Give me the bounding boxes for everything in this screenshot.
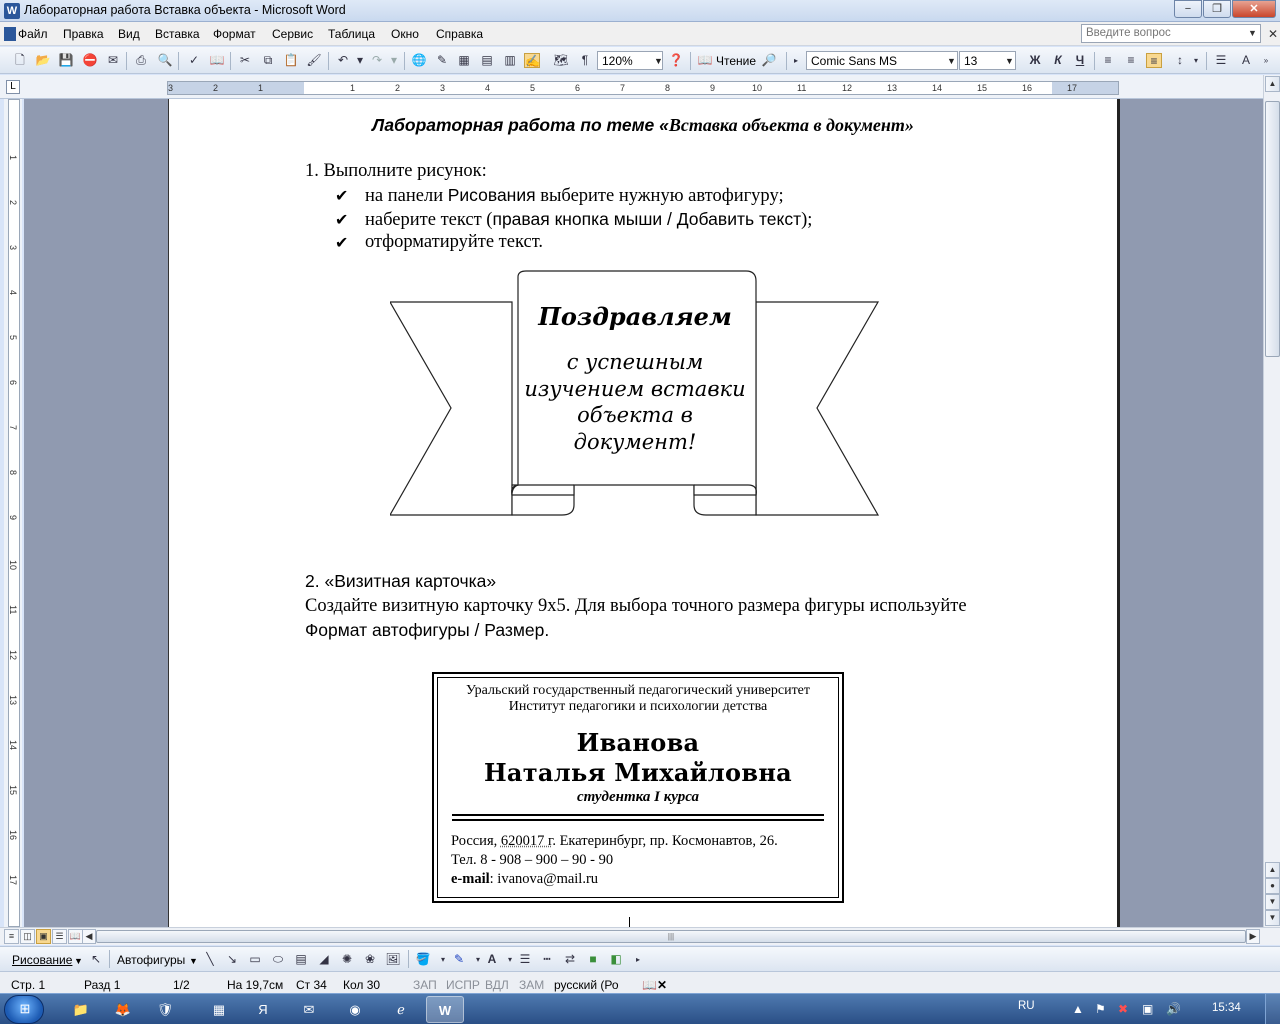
line-color-icon[interactable]: ✎ [453,952,465,966]
menu-format[interactable]: Формат [213,27,256,41]
bold-button[interactable]: Ж [1029,53,1041,67]
autoshapes-menu-button[interactable]: Автофигуры [117,953,186,967]
drawing-options-icon[interactable]: ▸ [635,955,640,964]
scroll-right-button[interactable]: ▶ [1246,929,1260,944]
status-bar [0,971,1280,993]
font-color-icon[interactable]: A [487,952,497,966]
card-email [451,871,598,888]
numbering-icon[interactable]: ☰ [1215,53,1227,67]
windows-logo-icon: ⊞ [19,1001,31,1016]
print-layout-button[interactable]: ▣ [36,929,51,944]
explorer-taskbar-icon[interactable]: 📁 [72,1002,90,1017]
line-tool-icon[interactable]: ╲ [206,952,214,966]
card-email-label: e-mail [451,871,490,887]
check-icon: ✔ [335,188,349,205]
card-addr-post: . Екатеринбург, пр. Космонавтов, 26. [552,833,778,849]
reading-layout-icon[interactable]: 🔎 [761,53,777,67]
fill-color-icon[interactable]: 🪣 [415,952,431,966]
clipart-tool-icon[interactable]: ❀ [364,952,376,966]
redo-dropdown-icon[interactable]: ▾ [390,53,398,67]
clock[interactable]: 15:34 [1212,1002,1241,1014]
wordart-tool-icon[interactable]: ◢ [319,952,329,966]
document-map-icon[interactable]: 🗺 [553,53,569,67]
status-page: Стр. 1 [11,978,46,992]
toolbar-separator [178,52,179,70]
toolbar-separator [109,950,110,968]
card-role: студентка I курса [576,789,700,805]
maximize-button[interactable]: ❐ [1203,0,1231,18]
status-section: Разд 1 [84,978,121,992]
ruler-number: 7 [620,83,626,93]
ruler-number: 5 [530,83,536,93]
network-icon[interactable]: ▣ [1142,1002,1154,1016]
minimize-button[interactable]: − [1174,0,1202,18]
open-folder-icon[interactable]: 📂 [35,53,51,67]
ruler-number: 11 [797,83,807,93]
vruler-number: 10 [8,560,18,571]
bullet-sans-text: правая кнопка мыши / Добавить текст [492,209,802,229]
redo-icon[interactable]: ↷ [371,53,383,67]
ruler-number: 10 [752,83,763,93]
horizontal-scrollbar[interactable] [0,927,1280,945]
line-spacing-dropdown-icon[interactable]: ▾ [1193,56,1198,65]
menu-insert[interactable]: Вставка [155,27,200,41]
print-preview-icon[interactable]: 🔍 [157,53,173,67]
ruler-number: 3 [168,83,174,93]
ruler-number: 4 [485,83,491,93]
ruler-number: 9 [710,83,716,93]
volume-icon[interactable]: 🔊 [1166,1002,1181,1016]
toolbar-separator [1206,52,1207,70]
status-overtype[interactable]: ЗАМ [519,978,545,992]
toolbar-separator [1094,52,1095,70]
status-language[interactable]: русский (Ро [554,978,619,992]
vruler-number: 11 [8,605,18,615]
heading-tail: Вставка объекта в документ» [668,115,914,135]
toolbar-separator [786,52,787,70]
ruler-number: 13 [887,83,898,93]
ruler-number: 6 [575,83,581,93]
shadow-style-icon[interactable]: ■ [589,952,597,966]
input-language-indicator[interactable]: RU [1018,1000,1035,1012]
tray-up-arrow-icon[interactable]: ▲ [1072,1002,1084,1016]
toolbar-more-icon[interactable]: » [1263,56,1269,65]
vertical-ruler[interactable] [4,99,22,927]
drawing-toggle-icon[interactable]: ✍ [525,54,540,68]
ribbon-text [513,349,757,455]
format-painter-icon[interactable]: 🖌 [306,53,322,67]
ruler-number: 8 [665,83,671,93]
task2-format: Формат автофигуры / Размер. [305,620,550,640]
undo-icon[interactable]: ↶ [337,53,349,67]
bullet-text: наберите текст ( [365,210,493,230]
arrow-style-icon[interactable]: ⇄ [564,952,576,966]
document-area[interactable] [24,99,1264,927]
line-style-icon[interactable]: ☰ [519,952,531,966]
yandex-taskbar-icon[interactable]: Я [258,1002,268,1017]
dash-style-icon[interactable]: ┅ [543,952,551,966]
vertical-scroll-thumb[interactable] [1265,101,1280,357]
justify-icon[interactable]: ≡ [1146,53,1162,68]
diagram-tool-icon[interactable]: ✺ [341,952,353,966]
start-button[interactable] [4,995,44,1024]
font-name-combo[interactable]: Comic Sans MS [806,51,958,70]
menu-table[interactable]: Таблица [328,27,376,41]
status-line: Ст 34 [296,978,327,992]
card-addr-zip: 620017 г [500,833,553,849]
menu-view[interactable]: Вид [118,27,140,41]
web-view-button[interactable]: ◫ [20,929,35,944]
scroll-down-button[interactable]: ▼ [1265,910,1280,926]
print-icon[interactable]: ⎙ [136,53,146,67]
ruler-number: 15 [977,83,988,93]
permission-icon[interactable]: ⛔ [82,53,98,67]
align-left-icon[interactable]: ≡ [1104,53,1112,67]
vruler-number: 5 [8,335,18,341]
app-taskbar-icon[interactable]: 🛡 [156,1002,174,1017]
font-size-dropdown-icon[interactable]: ▼ [1005,56,1014,66]
card-name: Наталья Михайловна [483,758,793,787]
scroll-down-page-button[interactable]: ▼ [1265,894,1280,910]
toolbar-separator [404,52,405,70]
bullet-item [365,209,812,231]
word-app-icon[interactable]: W [4,3,20,19]
arrow-tool-icon[interactable]: ↘ [226,952,238,966]
help-icon[interactable]: ❓ [668,53,684,67]
card-addr-pre: Россия, [451,833,501,849]
card-email-value: : ivanova@mail.ru [489,871,599,887]
status-record[interactable]: ЗАП [413,978,437,992]
vruler-number: 4 [8,290,18,296]
flag-icon[interactable]: ⚑ [1095,1002,1106,1016]
ruler-number: 12 [842,83,853,93]
task1-title: 1. Выполните рисунок: [305,161,487,181]
card-org2: Институт педагогики и психологии детства [508,699,768,714]
insert-table-icon[interactable]: ▦ [458,53,470,67]
picture-tool-icon[interactable]: 🖼 [385,952,401,966]
check-icon: ✔ [335,235,349,252]
text-cursor [629,917,630,927]
vruler-number: 7 [8,425,18,431]
scroll-up-button[interactable]: ▲ [1265,76,1280,92]
document-page[interactable] [168,99,1120,927]
menu-help[interactable]: Справка [436,27,484,41]
vruler-number: 9 [8,515,18,521]
drawing-menu-button[interactable]: Рисование [12,953,73,967]
business-card[interactable] [432,672,844,903]
close-button[interactable]: ✕ [1232,0,1276,18]
task2-text: Создайте визитную карточку 9х5. Для выбора точного размера фигуры используйте [305,596,967,616]
ruler-number: 17 [1067,83,1078,93]
toolbar-separator [690,52,691,70]
reading-mode-button[interactable]: Чтение [716,54,757,68]
card-org1: Уральский государственный педагогический университет [465,683,811,698]
line-spacing-icon[interactable]: ↕ [1177,53,1183,67]
hyperlink-icon[interactable]: 🌐 [411,53,427,67]
heading-main: Лабораторная работа по теме « [372,115,669,135]
new-document-icon[interactable]: 🗋 [15,53,25,67]
ask-dropdown-icon[interactable]: ▼ [1248,28,1257,38]
menu-file[interactable]: Файл [18,27,48,41]
insert-excel-icon[interactable]: ▤ [481,53,493,67]
font-dropdown-icon[interactable]: ▼ [947,56,956,66]
ruler-number: 16 [1022,83,1033,93]
menu-edit[interactable]: Правка [63,27,104,41]
show-formatting-icon[interactable]: ¶ [581,53,589,67]
font-color-icon[interactable]: A [1241,53,1250,67]
vruler-number: 14 [8,740,18,751]
status-position: На 19,7см [227,978,284,992]
underline-button[interactable]: Ч [1075,53,1085,67]
ruler-number: 1 [350,83,356,93]
menu-tools[interactable]: Сервис [272,27,314,41]
cut-icon[interactable]: ✂ [239,53,251,67]
vruler-number: 8 [8,470,18,476]
status-pages: 1/2 [173,978,190,992]
vertical-scrollbar[interactable] [1263,75,1280,927]
research-icon[interactable]: 📖 [209,53,225,67]
document-icon[interactable] [4,27,16,41]
ruler-number: 1 [258,83,264,93]
word-taskbar-icon[interactable]: W [426,996,464,1023]
chrome-taskbar-icon[interactable]: ◉ [349,1002,361,1017]
rectangle-tool-icon[interactable]: ▭ [249,952,261,966]
status-column: Кол 30 [343,978,381,992]
tables-borders-icon[interactable]: ✎ [436,53,448,67]
antivirus-icon[interactable]: ✖ [1118,1002,1129,1016]
3d-style-icon[interactable]: ◧ [610,952,622,966]
copy-icon[interactable]: ⧉ [263,53,273,67]
vruler-number: 3 [8,245,18,251]
italic-button[interactable]: К [1054,53,1062,67]
ruler-number: 14 [932,83,943,93]
card-phone: Тел. 8 - 908 – 900 – 90 - 90 [451,852,614,868]
calculator-taskbar-icon[interactable]: ▦ [212,1002,226,1017]
vruler-number: 16 [8,830,18,841]
spelling-icon[interactable]: ✓ [188,53,200,67]
vruler-number: 12 [8,650,18,661]
firefox-taskbar-icon[interactable]: 🦊 [114,1002,132,1017]
ribbon-line: с успешным [566,350,704,374]
bullet-text: выберите нужную автофигуру; [535,186,784,206]
undo-dropdown-icon[interactable]: ▾ [356,53,364,67]
normal-view-button[interactable]: ≡ [4,929,19,944]
horizontal-scroll-thumb[interactable]: ||| [96,930,1246,943]
paste-icon[interactable]: 📋 [283,53,299,67]
taskbar [0,993,1280,1024]
title-bar [0,0,1280,22]
toolbar-options-icon[interactable]: ▸ [793,56,798,65]
bullet-sans-text: Рисования [447,185,536,205]
bullet-text: отформатируйте текст. [365,232,544,252]
font-color-dropdown-icon[interactable]: ▾ [507,955,512,964]
save-icon[interactable]: 💾 [58,53,74,67]
zoom-dropdown-icon[interactable]: ▼ [654,56,663,66]
tab-selector[interactable]: L [6,80,20,94]
drawing-toolbar [0,946,1280,971]
toolbar-separator [408,950,409,968]
mail-taskbar-icon[interactable]: ✉ [303,1002,315,1017]
ruler-number: 3 [440,83,446,93]
scroll-left-button[interactable]: ◀ [82,929,96,944]
vruler-number: 1 [8,155,18,161]
status-extend[interactable]: ВДЛ [485,978,509,992]
right-margin-area [1052,82,1118,94]
scroll-up-page-button[interactable]: ▲ [1265,862,1280,878]
vruler-number: 13 [8,695,18,706]
ask-question-input[interactable]: Введите вопрос [1081,24,1261,43]
ribbon-line: объекта в [577,403,693,427]
spelling-status-icon[interactable]: 📖✕ [642,978,667,992]
vertical-ruler-strip [8,99,20,927]
vruler-number: 15 [8,785,18,796]
status-track-changes[interactable]: ИСПР [446,978,480,992]
horizontal-ruler[interactable] [167,81,1119,95]
document-heading [169,115,1117,136]
check-icon: ✔ [335,212,349,229]
select-browse-object-button[interactable]: ● [1265,878,1280,894]
reading-mode-icon[interactable]: 📖 [697,53,713,67]
oval-tool-icon[interactable]: ⬭ [272,952,284,966]
email-icon[interactable]: ✉ [107,53,119,67]
drawing-dropdown-icon[interactable]: ▼ [74,956,83,966]
menu-window[interactable]: Окно [391,27,419,41]
window-controls [1173,0,1276,18]
autoshapes-dropdown-icon[interactable]: ▼ [189,956,198,966]
select-objects-icon[interactable]: ↖ [90,952,102,966]
card-address [451,833,778,850]
outline-view-button[interactable]: ☰ [52,929,67,944]
window-title: Лабораторная работа Вставка объекта - Microsoft Word [24,3,346,17]
show-desktop-button[interactable] [1265,994,1280,1024]
card-divider [452,814,824,821]
align-center-icon[interactable]: ≡ [1127,53,1135,67]
toolbar-separator [328,52,329,70]
font-size-combo[interactable]: 13 [959,51,1016,70]
vruler-number: 6 [8,380,18,386]
fill-color-dropdown-icon[interactable]: ▾ [440,955,445,964]
bullet-text: ); [801,210,813,230]
columns-icon[interactable]: ▥ [504,53,516,67]
line-color-dropdown-icon[interactable]: ▾ [475,955,480,964]
ribbon-line: документ! [573,429,697,454]
reading-view-button[interactable]: 📖 [68,929,83,944]
standard-toolbar [0,47,1280,74]
bullet-item [365,185,784,207]
ruler-number: 2 [213,83,219,93]
toolbar-separator [230,52,231,70]
ruler-number: 2 [395,83,401,93]
ie-taskbar-icon[interactable]: ℯ [397,1002,405,1017]
textbox-tool-icon[interactable]: ▤ [295,952,307,966]
document-close-icon[interactable]: ✕ [1268,27,1279,41]
zoom-combo[interactable]: 120% [597,51,663,70]
ribbon-line: изучением вставки [524,376,746,401]
business-card-inner [437,677,839,898]
vruler-number: 17 [8,875,18,886]
task2-title: 2. «Визитная карточка» [305,571,497,591]
toolbar-separator [126,52,127,70]
bullet-item [365,232,543,253]
bullet-text: на панели [365,186,448,206]
card-surname: Иванова [576,728,700,757]
left-margin-area [168,82,304,94]
vruler-number: 2 [8,200,18,206]
ribbon-title: Поздравляем [538,302,732,331]
